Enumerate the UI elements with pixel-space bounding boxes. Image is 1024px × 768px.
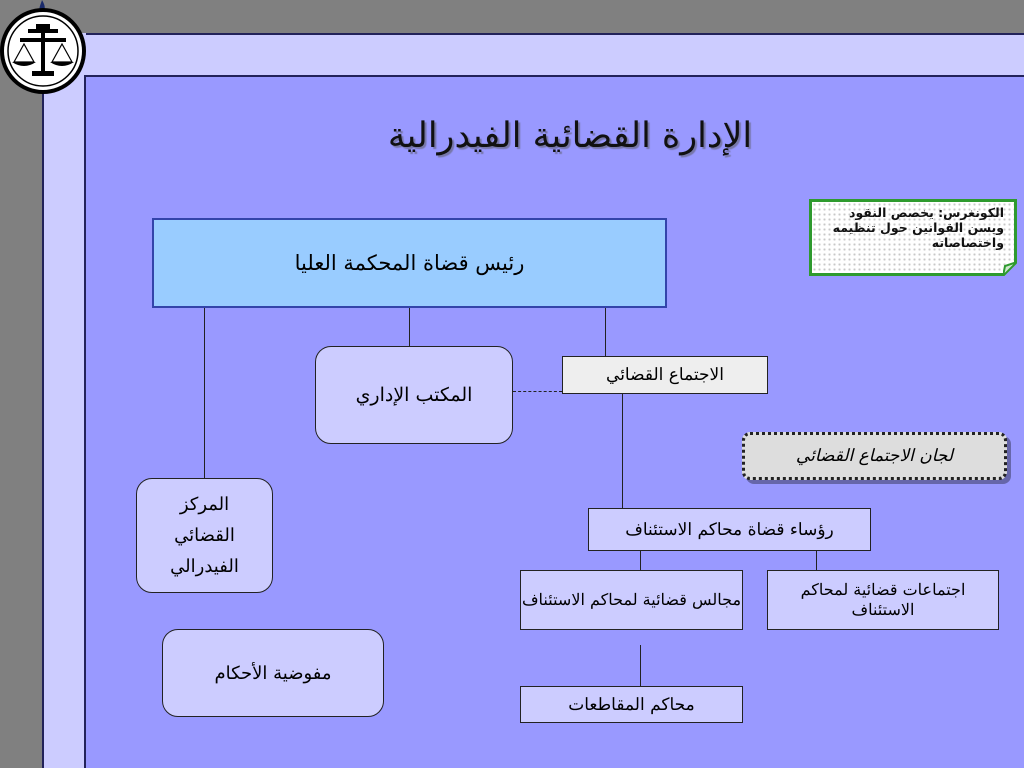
chief-justice-label: رئيس قضاة المحكمة العليا (294, 251, 525, 275)
connector-line (816, 551, 817, 570)
congress-note (809, 199, 1017, 276)
judicial-conference-box (562, 356, 768, 394)
connector-line (605, 308, 606, 356)
district-courts-box (520, 686, 743, 723)
sentencing-commission-label: مفوضية الأحكام (214, 662, 332, 684)
judicial-conference-label: الاجتماع القضائي (606, 365, 724, 385)
dashed-connector (513, 391, 562, 392)
federal-judicial-center-line-1: المركز (179, 494, 230, 515)
connector-line (640, 645, 641, 686)
circuit-conferences-box (767, 570, 999, 630)
conference-committees-box (742, 432, 1007, 480)
federal-judicial-center-line-3: الفيدرالي (170, 556, 239, 577)
chief-judges-appeals-box (588, 508, 871, 551)
circuit-councils-box (520, 570, 743, 630)
sentencing-commission-box (162, 629, 384, 717)
chief-justice-box (152, 218, 667, 308)
connector-line (204, 308, 205, 478)
federal-judicial-center-box (136, 478, 273, 593)
left-band (42, 33, 86, 768)
page-title: الإدارة القضائية الفيدرالية (387, 116, 753, 156)
connector-line (409, 308, 410, 346)
scales-of-justice-icon (0, 0, 88, 96)
circuit-conferences-label: اجتماعات قضائية لمحاكم الاستئناف (800, 580, 966, 619)
congress-note-text: الكونغرس: يخصص النقود ويسن القوانين حول تنظيمه واختصاصاته (832, 205, 1004, 250)
header-band (42, 33, 1024, 77)
conference-committees-label: لجان الاجتماع القضائي (795, 446, 954, 466)
connector-line (622, 394, 623, 508)
administrative-office-box (315, 346, 513, 444)
connector-line (640, 551, 641, 570)
administrative-office-label: المكتب الإداري (355, 384, 473, 406)
circuit-councils-label: مجالس قضائية لمحاكم الاستئناف (521, 590, 742, 609)
folded-corner-icon (1003, 262, 1017, 276)
chief-judges-appeals-label: رؤساء قضاة محاكم الاستئناف (625, 519, 834, 540)
district-courts-label: محاكم المقاطعات (568, 694, 695, 715)
federal-judicial-center-line-2: القضائي (174, 525, 235, 546)
